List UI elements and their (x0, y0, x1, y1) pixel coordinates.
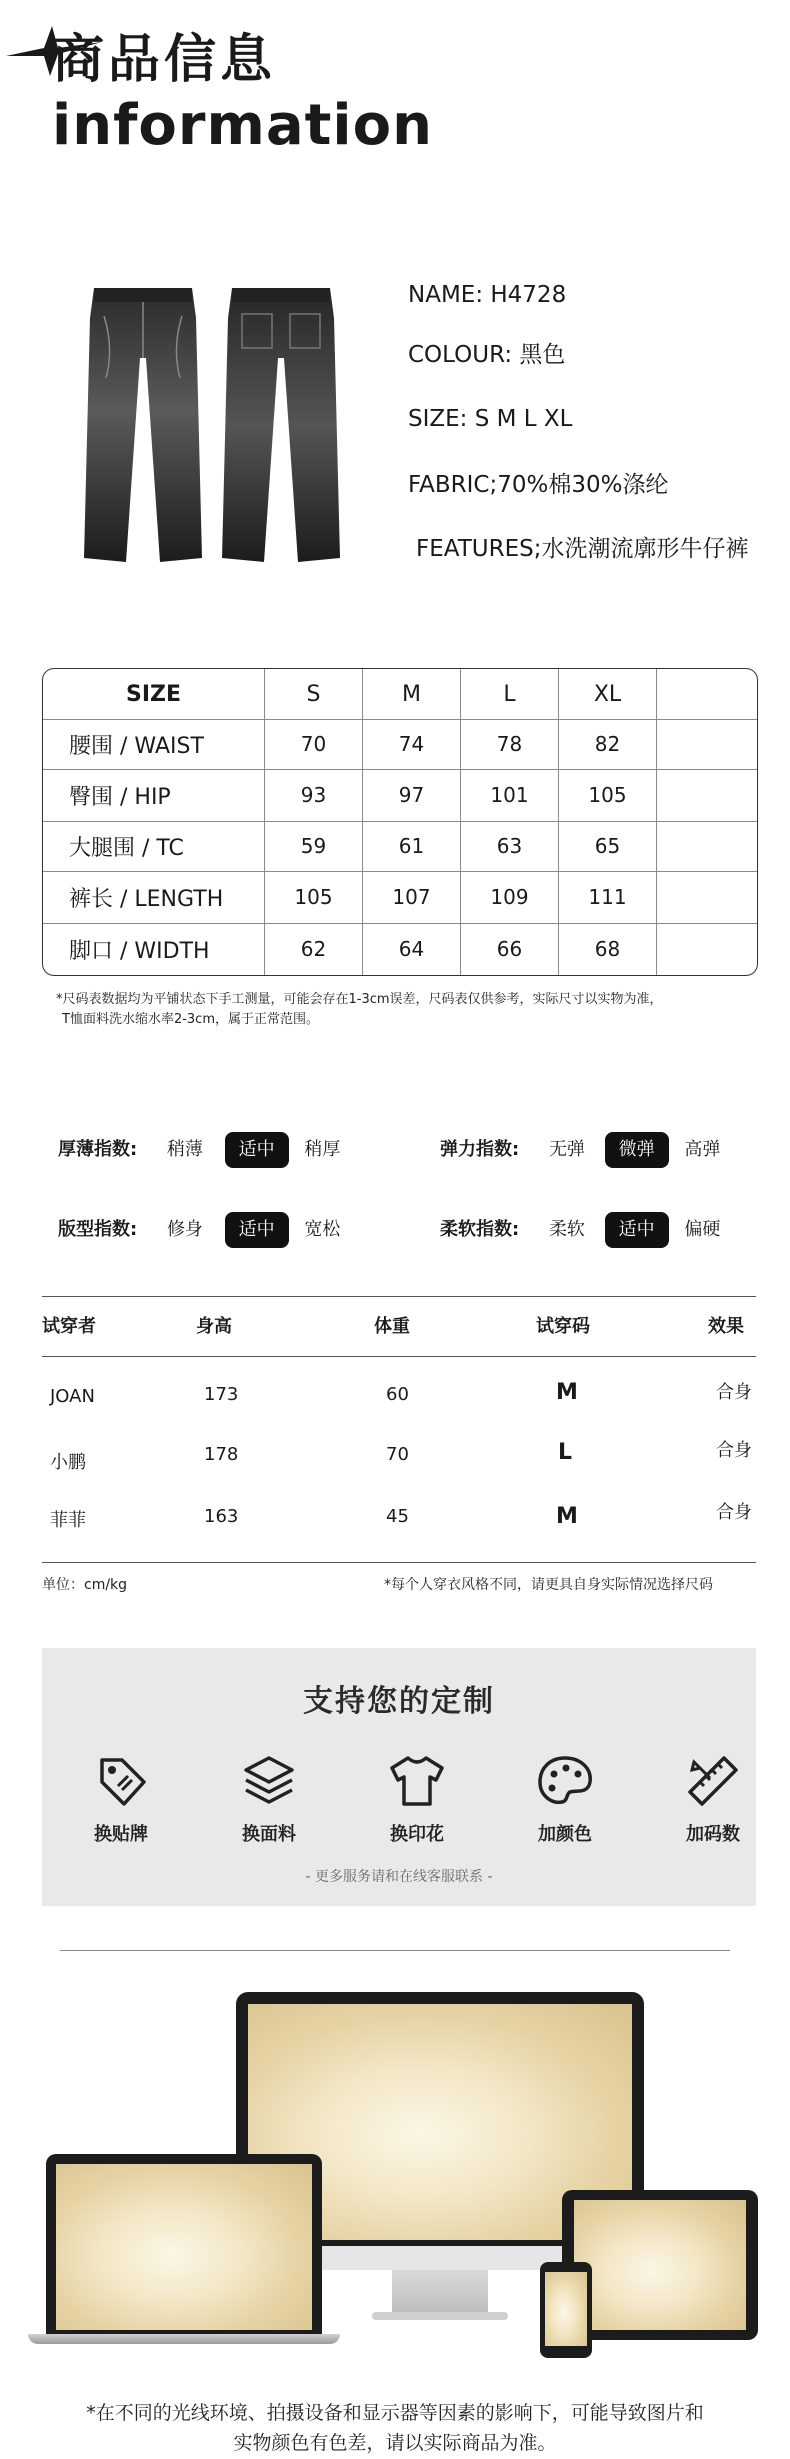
size-cell: 59 (265, 821, 363, 871)
jeans-front-image (84, 288, 202, 566)
size-cell: 64 (363, 923, 461, 975)
phone (540, 2262, 592, 2358)
size-header-empty (657, 669, 757, 719)
size-row-tc (43, 821, 757, 872)
thickness-selected-pill: 适中 (225, 1132, 289, 1168)
try-row-effect: 合身 (716, 1382, 752, 1403)
custom-item-label: 换贴牌 (94, 1824, 148, 1845)
try-row-name: JOAN (50, 1386, 95, 1407)
size-cell: 93 (265, 769, 363, 821)
try-row-effect: 合身 (716, 1502, 752, 1523)
color-disclaimer (0, 2398, 790, 2458)
try-table-header-rule (42, 1356, 756, 1357)
elasticity-option: 无弹 (548, 1139, 585, 1160)
size-cell-empty (657, 871, 757, 923)
thickness-index (58, 1132, 340, 1168)
try-row-weight: 45 (386, 1506, 409, 1527)
try-table-bottom-rule (42, 1562, 756, 1563)
elasticity-title: 弹力指数: (440, 1139, 520, 1160)
size-header-label: SIZE (43, 669, 265, 719)
page-title-cn: 商品信息 (52, 30, 277, 90)
monitor-stand (392, 2270, 488, 2314)
size-note-line1: *尺码表数据均为平铺状态下手工测量，可能会存在1-3cm误差，尺码表仅供参考，实际尺寸以实物为准， (56, 992, 663, 1007)
try-header-height: 身高 (196, 1316, 232, 1337)
softness-title: 柔软指数: (440, 1219, 520, 1240)
try-table-top-rule (42, 1296, 756, 1297)
size-cell: 61 (363, 821, 461, 871)
size-cell: 97 (363, 769, 461, 821)
try-row-weight: 70 (386, 1444, 409, 1465)
custom-service-panel (42, 1648, 756, 1906)
softness-index (440, 1212, 720, 1248)
spec-fabric: FABRIC;70%棉30%涤纶 (408, 472, 669, 498)
size-cell: 63 (461, 821, 559, 871)
size-cell: 65 (559, 821, 657, 871)
disclaimer-line1: *在不同的光线环境、拍摄设备和显示器等因素的影响下，可能导致图片和 (86, 2402, 704, 2424)
size-cell: 70 (265, 719, 363, 769)
try-row-weight: 60 (386, 1384, 409, 1405)
custom-item-label: 加颜色 (538, 1824, 592, 1845)
section-divider (60, 1950, 730, 1951)
custom-item-fabric-change (224, 1752, 314, 1846)
custom-item-add-size (668, 1752, 758, 1846)
monitor-base (372, 2312, 508, 2320)
size-row-width (43, 923, 757, 975)
elasticity-selected-pill: 微弹 (605, 1132, 669, 1168)
size-cell: 111 (559, 871, 657, 923)
spec-size: SIZE: S M L XL (408, 406, 573, 432)
size-header-s: S (265, 669, 363, 719)
spec-features: FEATURES;水洗潮流廓形牛仔裤 (416, 536, 749, 562)
elasticity-option: 高弹 (684, 1139, 721, 1160)
size-cell: 101 (461, 769, 559, 821)
try-row-size: L (558, 1440, 573, 1465)
try-row-name: 菲菲 (50, 1510, 86, 1531)
fit-title: 版型指数: (58, 1219, 138, 1240)
fabric-image (574, 2200, 746, 2330)
size-cell: 66 (461, 923, 559, 975)
fabric-image (56, 2164, 312, 2330)
try-row-height: 163 (204, 1506, 239, 1527)
custom-item-label: 加码数 (686, 1824, 740, 1845)
size-cell: 74 (363, 719, 461, 769)
custom-footer: - 更多服务请和在线客服联系 - (305, 1869, 493, 1885)
try-row-name: 小鹏 (50, 1452, 86, 1473)
size-table-header (43, 669, 757, 720)
try-header-size: 试穿码 (536, 1316, 590, 1337)
size-row-label: 腰围 / WAIST (43, 719, 265, 769)
size-cell-empty (657, 769, 757, 821)
try-row-height: 178 (204, 1444, 239, 1465)
try-row-effect: 合身 (716, 1440, 752, 1461)
size-header-xl: XL (559, 669, 657, 719)
custom-title: 支持您的定制 (303, 1684, 495, 1719)
try-header-tester: 试穿者 (42, 1316, 96, 1337)
size-cell-empty (657, 719, 757, 769)
unit-note: 单位：cm/kg (42, 1577, 128, 1593)
ruler-pencil-icon (684, 1752, 742, 1810)
try-header-effect: 效果 (708, 1316, 744, 1337)
layers-icon (240, 1752, 298, 1810)
size-cell: 107 (363, 871, 461, 923)
size-header-m: M (363, 669, 461, 719)
spec-colour: COLOUR: 黑色 (408, 342, 566, 368)
size-header-l: L (461, 669, 559, 719)
try-row-size: M (556, 1380, 578, 1405)
custom-item-print-change (372, 1752, 462, 1846)
softness-option: 偏硬 (684, 1219, 721, 1240)
size-table (42, 668, 758, 976)
jeans-back-image (222, 288, 340, 566)
spec-name: NAME: H4728 (408, 282, 567, 308)
fit-selected-pill: 适中 (225, 1212, 289, 1248)
size-note-line2: T恤面料洗水缩水率2-3cm，属于正常范围。 (62, 1012, 319, 1027)
fit-option: 宽松 (304, 1219, 341, 1240)
size-cell: 82 (559, 719, 657, 769)
custom-item-label: 换印花 (390, 1824, 444, 1845)
size-row-length (43, 871, 757, 924)
tag-icon (92, 1752, 150, 1810)
laptop (46, 2154, 322, 2334)
softness-selected-pill: 适中 (605, 1212, 669, 1248)
thickness-option: 稍薄 (166, 1139, 203, 1160)
size-cell: 68 (559, 923, 657, 975)
size-row-hip (43, 769, 757, 822)
size-cell: 105 (265, 871, 363, 923)
custom-item-label: 换面料 (242, 1824, 296, 1845)
try-row-height: 173 (204, 1384, 239, 1405)
size-cell: 78 (461, 719, 559, 769)
elasticity-index (440, 1132, 720, 1168)
try-header-weight: 体重 (374, 1316, 410, 1337)
size-cell-empty (657, 923, 757, 975)
size-row-label: 臀围 / HIP (43, 769, 265, 821)
size-cell: 62 (265, 923, 363, 975)
fit-option: 修身 (166, 1219, 203, 1240)
thickness-option: 稍厚 (304, 1139, 341, 1160)
try-row-size: M (556, 1504, 578, 1529)
size-row-label: 脚口 / WIDTH (43, 923, 265, 975)
softness-option: 柔软 (548, 1219, 585, 1240)
disclaimer-line2: 实物颜色有色差，请以实际商品为准。 (233, 2432, 557, 2454)
custom-item-add-color (520, 1752, 610, 1846)
custom-item-label-change (76, 1752, 166, 1846)
size-row-waist (43, 719, 757, 770)
size-table-note (56, 990, 756, 1030)
laptop-base (28, 2334, 340, 2344)
size-row-label: 大腿围 / TC (43, 821, 265, 871)
tshirt-icon (388, 1752, 446, 1810)
style-note: *每个人穿衣风格不同，请更具自身实际情况选择尺码 (384, 1577, 713, 1593)
fabric-image (545, 2272, 587, 2346)
size-row-label: 裤长 / LENGTH (43, 871, 265, 923)
palette-icon (536, 1752, 594, 1810)
fit-index (58, 1212, 340, 1248)
size-cell-empty (657, 821, 757, 871)
size-cell: 109 (461, 871, 559, 923)
page-title-en: information (52, 93, 433, 158)
thickness-title: 厚薄指数: (58, 1139, 138, 1160)
size-cell: 105 (559, 769, 657, 821)
